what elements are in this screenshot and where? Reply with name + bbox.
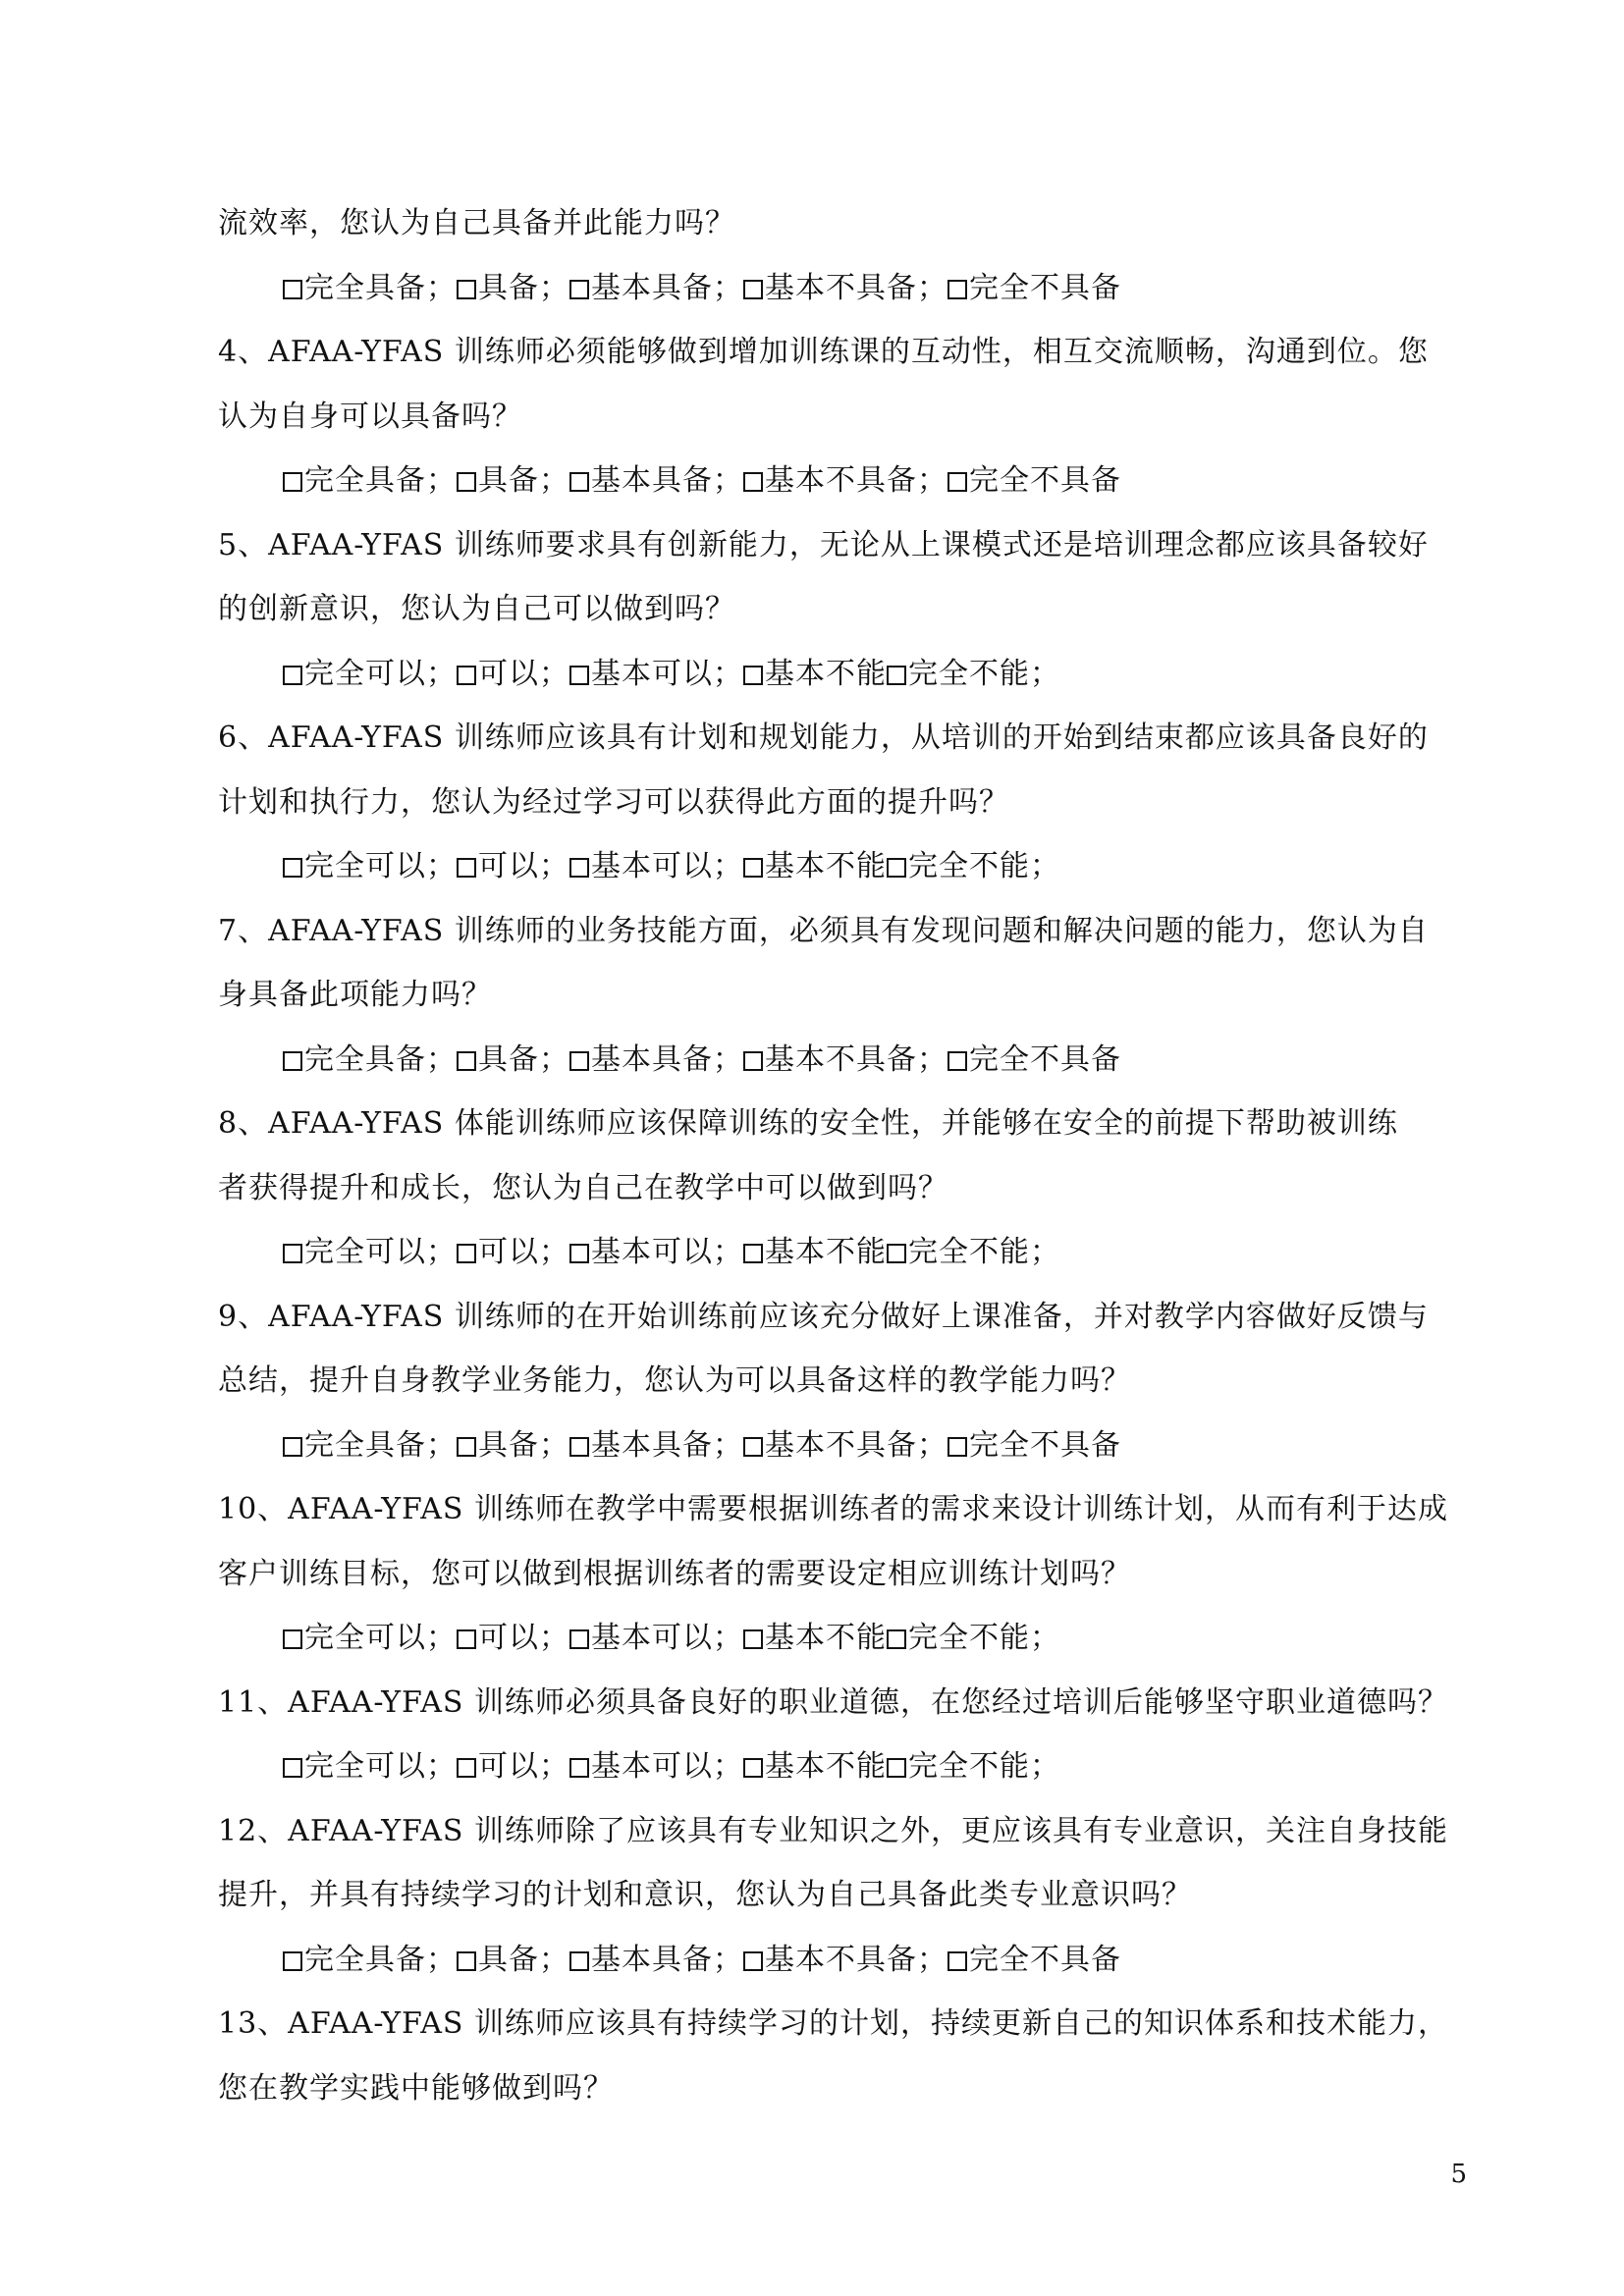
option-checkbox[interactable] xyxy=(743,458,947,504)
option-label: 完全不具备 xyxy=(969,270,1121,305)
question-text-line: 总结，提升自身教学业务能力，您认为可以具备这样的教学能力吗？ xyxy=(218,1363,1131,1398)
option-checkbox[interactable] xyxy=(457,1038,569,1083)
checkbox-icon[interactable] xyxy=(457,1051,476,1071)
checkbox-icon[interactable] xyxy=(457,858,476,878)
option-checkbox[interactable] xyxy=(569,1230,743,1275)
checkbox-icon[interactable] xyxy=(569,858,589,878)
question-text-line: 您在教学实践中能够做到吗？ xyxy=(218,2070,614,2106)
option-label: 完全可以； xyxy=(304,1621,457,1655)
option-label: 完全具备； xyxy=(304,463,457,498)
option-checkbox[interactable] xyxy=(887,1744,1060,1789)
option-checkbox[interactable] xyxy=(947,1423,1121,1468)
checkbox-icon[interactable] xyxy=(887,1244,906,1263)
option-label: 可以； xyxy=(478,1621,569,1655)
option-checkbox[interactable] xyxy=(283,1423,457,1468)
checkbox-icon[interactable] xyxy=(569,1758,589,1778)
option-label: 完全不具备 xyxy=(969,463,1121,498)
option-checkbox[interactable] xyxy=(569,1938,743,1983)
option-checkbox[interactable] xyxy=(457,652,569,697)
option-label: 可以； xyxy=(478,1749,569,1784)
checkbox-icon[interactable] xyxy=(743,472,763,492)
checkbox-icon[interactable] xyxy=(947,1051,967,1071)
checkbox-icon[interactable] xyxy=(457,1951,476,1971)
checkbox-icon[interactable] xyxy=(283,858,302,878)
question-text-line: 客户训练目标，您可以做到根据训练者的需要设定相应训练计划吗？ xyxy=(218,1556,1131,1591)
option-checkbox[interactable] xyxy=(743,1230,887,1275)
option-checkbox[interactable] xyxy=(569,458,743,504)
answer-options[interactable] xyxy=(283,458,1559,504)
question-text-line: 10、AFAA-YFAS 训练师在教学中需要根据训练者的需求来设计训练计划，从而有利于达成 xyxy=(218,1492,1448,1526)
checkbox-icon[interactable] xyxy=(569,1051,589,1071)
checkbox-icon[interactable] xyxy=(283,1629,302,1649)
checkbox-icon[interactable] xyxy=(743,1951,763,1971)
option-checkbox[interactable] xyxy=(283,458,457,504)
checkbox-icon[interactable] xyxy=(569,1951,589,1971)
question-text-line: 12、AFAA-YFAS 训练师除了应该具有专业知识之外，更应该具有专业意识，关注自身技能 xyxy=(218,1813,1448,1848)
checkbox-icon[interactable] xyxy=(283,1437,302,1457)
checkbox-icon[interactable] xyxy=(743,1629,763,1649)
checkbox-icon[interactable] xyxy=(283,472,302,492)
option-checkbox[interactable] xyxy=(457,1616,569,1661)
checkbox-icon[interactable] xyxy=(743,666,763,685)
option-checkbox[interactable] xyxy=(887,652,1060,697)
option-label: 基本可以； xyxy=(591,656,743,691)
option-label: 具备； xyxy=(478,270,569,305)
answer-options[interactable] xyxy=(283,1423,1559,1468)
answer-options[interactable] xyxy=(283,1230,1559,1275)
checkbox-icon[interactable] xyxy=(947,1951,967,1971)
option-label: 基本可以； xyxy=(591,849,743,883)
checkbox-icon[interactable] xyxy=(283,1244,302,1263)
option-label: 完全可以； xyxy=(304,656,457,691)
option-checkbox[interactable] xyxy=(887,844,1060,889)
option-label: 完全不能； xyxy=(908,1621,1060,1655)
checkbox-icon[interactable] xyxy=(569,666,589,685)
option-checkbox[interactable] xyxy=(457,266,569,311)
option-checkbox[interactable] xyxy=(743,266,947,311)
option-label: 具备； xyxy=(478,1041,569,1077)
option-checkbox[interactable] xyxy=(743,652,887,697)
option-checkbox[interactable] xyxy=(283,652,457,697)
option-checkbox[interactable] xyxy=(743,1423,947,1468)
option-label: 基本可以； xyxy=(591,1621,743,1655)
option-checkbox[interactable] xyxy=(743,1616,887,1661)
option-checkbox[interactable] xyxy=(743,1938,947,1983)
option-checkbox[interactable] xyxy=(569,1744,743,1789)
option-checkbox[interactable] xyxy=(283,1938,457,1983)
option-checkbox[interactable] xyxy=(743,1038,947,1083)
option-checkbox[interactable] xyxy=(947,1938,1121,1983)
checkbox-icon[interactable] xyxy=(283,1051,302,1071)
option-label: 完全具备； xyxy=(304,1041,457,1077)
option-checkbox[interactable] xyxy=(283,266,457,311)
option-label: 完全具备； xyxy=(304,1427,457,1463)
checkbox-icon[interactable] xyxy=(947,1437,967,1457)
option-label: 完全可以； xyxy=(304,849,457,883)
option-label: 完全不能； xyxy=(908,1749,1060,1784)
checkbox-icon[interactable] xyxy=(743,280,763,299)
option-label: 基本不具备； xyxy=(765,270,947,305)
option-label: 基本可以； xyxy=(591,1235,743,1269)
checkbox-icon[interactable] xyxy=(569,1437,589,1457)
checkbox-icon[interactable] xyxy=(887,1758,906,1778)
question-text-line: 9、AFAA-YFAS 训练师的在开始训练前应该充分做好上课准备，并对教学内容做好反馈与 xyxy=(218,1299,1429,1334)
checkbox-icon[interactable] xyxy=(743,858,763,878)
answer-options[interactable] xyxy=(283,1038,1559,1083)
checkbox-icon[interactable] xyxy=(457,1758,476,1778)
checkbox-icon[interactable] xyxy=(569,1629,589,1649)
option-label: 完全不具备 xyxy=(969,1427,1121,1463)
question-text-line: 流效率，您认为自己具备并此能力吗？ xyxy=(218,206,735,240)
checkbox-icon[interactable] xyxy=(947,280,967,299)
option-label: 基本具备； xyxy=(591,1942,743,1977)
checkbox-icon[interactable] xyxy=(569,280,589,299)
option-checkbox[interactable] xyxy=(457,1744,569,1789)
option-checkbox[interactable] xyxy=(569,266,743,311)
page-number: 5 xyxy=(1450,2160,1467,2189)
option-checkbox[interactable] xyxy=(743,1744,887,1789)
option-checkbox[interactable] xyxy=(569,844,743,889)
checkbox-icon[interactable] xyxy=(457,666,476,685)
option-checkbox[interactable] xyxy=(569,1616,743,1661)
checkbox-icon[interactable] xyxy=(283,1758,302,1778)
option-label: 完全不能； xyxy=(908,849,1060,883)
option-label: 完全不具备 xyxy=(969,1942,1121,1977)
option-label: 具备； xyxy=(478,1942,569,1977)
checkbox-icon[interactable] xyxy=(457,280,476,299)
answer-options[interactable] xyxy=(283,1938,1559,1983)
checkbox-icon[interactable] xyxy=(283,666,302,685)
option-label: 基本具备； xyxy=(591,463,743,498)
checkbox-icon[interactable] xyxy=(569,472,589,492)
option-label: 基本不能 xyxy=(765,1749,887,1784)
question-text-line: 13、AFAA-YFAS 训练师应该具有持续学习的计划，持续更新自己的知识体系和技术能力， xyxy=(218,2006,1448,2041)
checkbox-icon[interactable] xyxy=(887,666,906,685)
option-checkbox[interactable] xyxy=(947,266,1121,311)
answer-options[interactable] xyxy=(283,1744,1559,1789)
question-text-line: 4、AFAA-YFAS 训练师必须能够做到增加训练课的互动性，相互交流顺畅，沟通到位。您 xyxy=(218,335,1429,369)
option-label: 基本不具备； xyxy=(765,1427,947,1463)
question-text-line: 者获得提升和成长，您认为自己在教学中可以做到吗？ xyxy=(218,1170,948,1205)
question-text-line: 6、AFAA-YFAS 训练师应该具有计划和规划能力，从培训的开始到结束都应该具备良好的 xyxy=(218,721,1429,755)
question-text-line: 的创新意识，您认为自己可以做到吗？ xyxy=(218,592,735,626)
checkbox-icon[interactable] xyxy=(457,1629,476,1649)
option-checkbox[interactable] xyxy=(887,1616,1060,1661)
question-text-line: 认为自身可以具备吗？ xyxy=(218,399,522,434)
option-label: 基本不能 xyxy=(765,1235,887,1269)
option-label: 可以； xyxy=(478,849,569,883)
question-text-line: 计划和执行力，您认为经过学习可以获得此方面的提升吗？ xyxy=(218,784,1009,820)
option-checkbox[interactable] xyxy=(569,652,743,697)
answer-options[interactable] xyxy=(283,1616,1559,1661)
option-label: 具备； xyxy=(478,463,569,498)
option-checkbox[interactable] xyxy=(569,1423,743,1468)
option-label: 基本可以； xyxy=(591,1749,743,1784)
checkbox-icon[interactable] xyxy=(283,280,302,299)
option-checkbox[interactable] xyxy=(283,1230,457,1275)
question-text-line: 7、AFAA-YFAS 训练师的业务技能方面，必须具有发现问题和解决问题的能力，您认为自 xyxy=(218,913,1429,948)
answer-options[interactable] xyxy=(283,266,1559,311)
question-text-line: 提升，并具有持续学习的计划和意识，您认为自己具备此类专业意识吗？ xyxy=(218,1878,1192,1912)
option-label: 基本不能 xyxy=(765,656,887,691)
option-checkbox[interactable] xyxy=(457,1938,569,1983)
checkbox-icon[interactable] xyxy=(457,1244,476,1263)
question-text-line: 身具备此项能力吗？ xyxy=(218,978,492,1012)
option-label: 基本具备； xyxy=(591,1041,743,1077)
answer-options[interactable] xyxy=(283,844,1559,889)
checkbox-icon[interactable] xyxy=(743,1758,763,1778)
checkbox-icon[interactable] xyxy=(743,1051,763,1071)
checkbox-icon[interactable] xyxy=(457,472,476,492)
option-checkbox[interactable] xyxy=(283,1038,457,1083)
option-label: 具备； xyxy=(478,1427,569,1463)
option-label: 完全具备； xyxy=(304,270,457,305)
option-label: 基本不具备； xyxy=(765,1041,947,1077)
option-label: 完全不能； xyxy=(908,656,1060,691)
option-label: 基本不能 xyxy=(765,849,887,883)
answer-options[interactable] xyxy=(283,652,1559,697)
option-checkbox[interactable] xyxy=(947,1038,1121,1083)
option-checkbox[interactable] xyxy=(743,844,887,889)
option-label: 完全不具备 xyxy=(969,1041,1121,1077)
option-checkbox[interactable] xyxy=(283,1616,457,1661)
option-label: 完全具备； xyxy=(304,1942,457,1977)
option-checkbox[interactable] xyxy=(457,844,569,889)
option-checkbox[interactable] xyxy=(457,458,569,504)
checkbox-icon[interactable] xyxy=(569,1244,589,1263)
checkbox-icon[interactable] xyxy=(283,1951,302,1971)
option-label: 完全可以； xyxy=(304,1749,457,1784)
option-label: 基本不具备； xyxy=(765,463,947,498)
option-checkbox[interactable] xyxy=(283,844,457,889)
option-label: 基本不具备； xyxy=(765,1942,947,1977)
option-label: 基本具备； xyxy=(591,1427,743,1463)
option-label: 基本具备； xyxy=(591,270,743,305)
checkbox-icon[interactable] xyxy=(887,858,906,878)
checkbox-icon[interactable] xyxy=(743,1244,763,1263)
checkbox-icon[interactable] xyxy=(947,472,967,492)
checkbox-icon[interactable] xyxy=(457,1437,476,1457)
option-checkbox[interactable] xyxy=(947,458,1121,504)
option-label: 可以； xyxy=(478,1235,569,1269)
option-checkbox[interactable] xyxy=(457,1423,569,1468)
checkbox-icon[interactable] xyxy=(887,1629,906,1649)
option-label: 完全不能； xyxy=(908,1235,1060,1269)
question-text-line: 11、AFAA-YFAS 训练师必须具备良好的职业道德，在您经过培训后能够坚守职业道德吗？ xyxy=(218,1684,1448,1720)
option-label: 基本不能 xyxy=(765,1621,887,1655)
option-checkbox[interactable] xyxy=(283,1744,457,1789)
option-checkbox[interactable] xyxy=(569,1038,743,1083)
option-label: 完全可以； xyxy=(304,1235,457,1269)
option-checkbox[interactable] xyxy=(457,1230,569,1275)
checkbox-icon[interactable] xyxy=(743,1437,763,1457)
question-text-line: 8、AFAA-YFAS 体能训练师应该保障训练的安全性，并能够在安全的前提下帮助被训练 xyxy=(218,1106,1398,1141)
option-label: 可以； xyxy=(478,656,569,691)
question-text-line: 5、AFAA-YFAS 训练师要求具有创新能力，无论从上课模式还是培训理念都应该具备较好 xyxy=(218,527,1429,562)
option-checkbox[interactable] xyxy=(887,1230,1060,1275)
